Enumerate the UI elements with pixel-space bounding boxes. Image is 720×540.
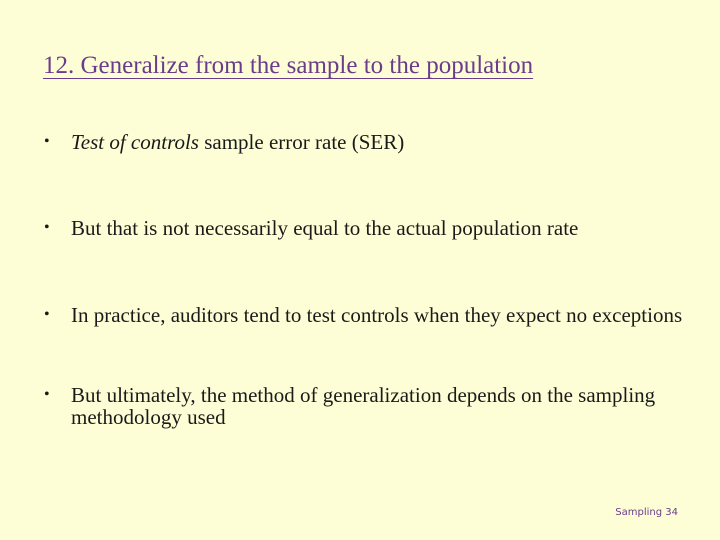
bullet-text: In practice, auditors tend to test controls when they expect no exceptions: [71, 303, 683, 327]
bullet-dot-icon: •: [44, 133, 50, 150]
bullet-item: [44, 131, 684, 153]
bullet-italic-prefix: Test of controls: [71, 130, 199, 154]
bullet-body: sample error rate (SER): [198, 130, 405, 154]
bullet-dot-icon: •: [44, 386, 50, 403]
bullet-item: [44, 384, 684, 428]
bullet-text: [71, 131, 684, 153]
bullet-text: But ultimately, the method of generalization depends on the sampling methodology used: [71, 383, 656, 429]
bullet-item: [44, 217, 684, 239]
bullet-dot-icon: •: [44, 306, 50, 323]
bullet-item: [44, 304, 684, 326]
bullet-dot-icon: •: [44, 219, 50, 236]
bullet-text: But that is not necessarily equal to the actual population rate: [71, 216, 579, 240]
slide-title: 12. Generalize from the sample to the population: [43, 52, 534, 79]
slide-footer: Sampling 34: [615, 507, 678, 518]
